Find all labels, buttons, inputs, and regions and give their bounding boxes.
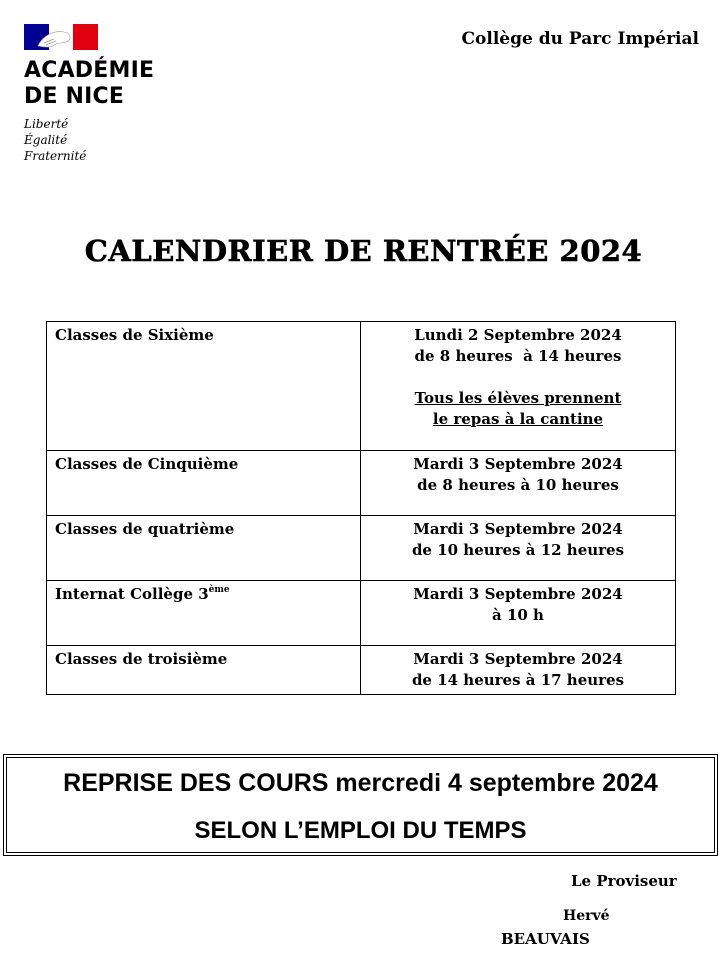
table-row bbox=[47, 322, 676, 451]
signature-title: Le Proviseur bbox=[571, 872, 677, 890]
date-text: Mardi 3 Septembre 2024 bbox=[413, 585, 623, 603]
group-superscript: ème bbox=[208, 585, 230, 595]
marianne-flag-icon bbox=[24, 24, 98, 50]
group-text: Internat Collège 3 bbox=[55, 585, 209, 603]
date-cell bbox=[361, 646, 676, 695]
time-text: de 10 heures à 12 heures bbox=[411, 541, 625, 559]
reprise-box bbox=[6, 757, 715, 853]
date-cell bbox=[361, 516, 676, 581]
reprise-line1: REPRISE DES COURS mercredi 4 septembre 2024 bbox=[63, 769, 658, 797]
devise-liberte: Liberté bbox=[24, 117, 69, 131]
reprise-line2: SELON L’EMPLOI DU TEMPS bbox=[194, 817, 527, 844]
page-title: CALENDRIER DE RENTRÉE 2024 bbox=[84, 234, 643, 268]
academie-line1: ACADÉMIE bbox=[24, 58, 155, 83]
college-name: Collège du Parc Impérial bbox=[461, 29, 699, 49]
group-cell: Classes de Cinquième bbox=[47, 451, 361, 516]
academie-logo bbox=[24, 24, 184, 164]
academie-line2: DE NICE bbox=[24, 84, 125, 109]
signature-first-name: Hervé bbox=[563, 908, 610, 924]
group-cell: Classes de troisième bbox=[47, 646, 361, 695]
signature-last-name: BEAUVAIS bbox=[501, 930, 590, 948]
table-row bbox=[47, 581, 676, 646]
group-cell: Classes de Sixième bbox=[47, 322, 361, 451]
date-text: Mardi 3 Septembre 2024 bbox=[413, 650, 623, 668]
date-cell bbox=[361, 322, 676, 451]
academie-name bbox=[24, 58, 184, 110]
date-cell bbox=[361, 451, 676, 516]
table-row bbox=[47, 516, 676, 581]
date-text: Mardi 3 Septembre 2024 bbox=[413, 520, 623, 538]
date-cell bbox=[361, 581, 676, 646]
time-text: de 14 heures à 17 heures bbox=[411, 671, 625, 689]
time-text: de 8 heures à 10 heures bbox=[417, 476, 619, 494]
devise-fraternite: Fraternité bbox=[24, 149, 87, 163]
time-text: de 8 heures à 14 heures bbox=[414, 347, 622, 365]
schedule-table bbox=[46, 321, 676, 695]
table-row bbox=[47, 646, 676, 695]
devise bbox=[24, 116, 184, 164]
cantine-note-line2: le repas à la cantine bbox=[432, 410, 604, 428]
date-text: Mardi 3 Septembre 2024 bbox=[413, 455, 623, 473]
group-cell: Classes de quatrième bbox=[47, 516, 361, 581]
cantine-note-line1: Tous les élèves prennent bbox=[414, 389, 622, 407]
table-row bbox=[47, 451, 676, 516]
date-text: Lundi 2 Septembre 2024 bbox=[414, 326, 622, 344]
group-cell bbox=[47, 581, 361, 646]
spacer bbox=[369, 367, 667, 388]
time-text: à 10 h bbox=[492, 606, 544, 624]
devise-egalite: Égalité bbox=[24, 133, 68, 147]
